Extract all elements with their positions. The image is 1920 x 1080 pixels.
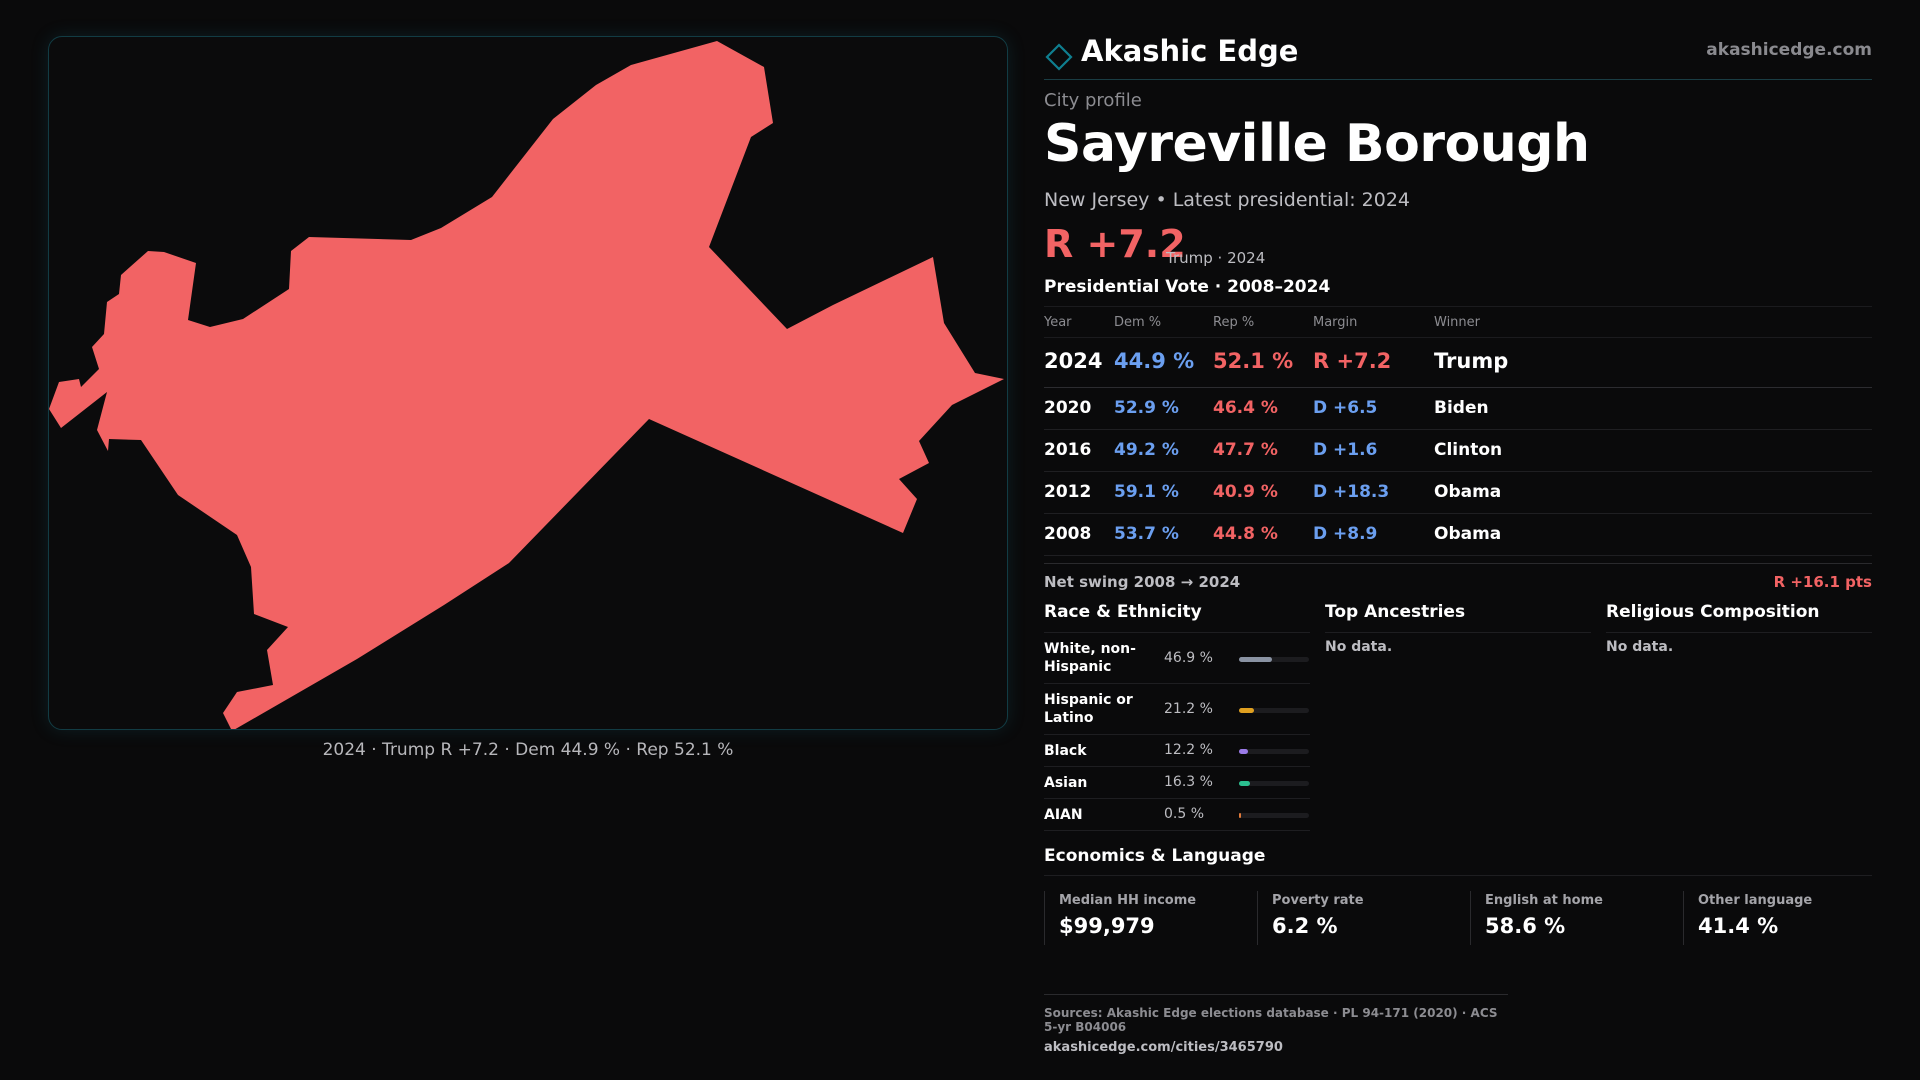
race-pct: 12.2 % [1164, 742, 1213, 758]
vote-winner: Obama [1434, 482, 1502, 502]
econ-value: 6.2 % [1272, 914, 1338, 938]
vote-winner: Clinton [1434, 440, 1503, 460]
race-row [1044, 684, 1310, 735]
col-dem: Dem % [1114, 315, 1162, 330]
sources-footer [1044, 994, 1508, 1055]
race-label: AIAN [1044, 807, 1083, 823]
vote-year: 2016 [1044, 440, 1092, 460]
race-bar-fill [1239, 708, 1254, 713]
vote-row-2020 [1044, 388, 1872, 430]
diamond-logo-icon [1044, 42, 1074, 72]
vote-margin: D +18.3 [1313, 482, 1390, 502]
vote-row-2012 [1044, 472, 1872, 514]
econ-value: 41.4 % [1698, 914, 1779, 938]
sources-text: Sources: Akashic Edge elections database · PL 94-171 (2020) · ACS 5-yr B04006 [1044, 1006, 1498, 1034]
race-pct: 21.2 % [1164, 700, 1213, 717]
vote-table-header [1044, 306, 1872, 338]
econ-value: 58.6 % [1485, 914, 1566, 938]
vote-margin: R +7.2 [1313, 349, 1392, 373]
city-boundary-shape[interactable] [49, 41, 1004, 730]
religion-section-title: Religious Composition [1606, 600, 1872, 633]
race-label: White, non-Hispanic [1044, 641, 1136, 675]
map-panel[interactable] [48, 36, 1008, 730]
econ-value: $99,979 [1059, 914, 1155, 938]
race-label: Black [1044, 743, 1087, 759]
net-swing-row [1044, 563, 1872, 599]
vote-margin: D +1.6 [1313, 440, 1378, 460]
race-pct: 16.3 % [1164, 774, 1213, 790]
econ-english-at-home [1470, 891, 1666, 945]
vote-dem-pct: 52.9 % [1114, 398, 1179, 418]
race-bar-fill [1239, 813, 1241, 818]
brand-header [1044, 34, 1872, 80]
map-caption: 2024 · Trump R +7.2 · Dem 44.9 % · Rep 52.1 % [322, 740, 734, 760]
race-pct: 0.5 % [1164, 806, 1205, 822]
econ-median-income [1044, 891, 1240, 945]
race-bar-track [1239, 749, 1309, 754]
vote-year: 2024 [1044, 349, 1103, 373]
page-kicker: City profile [1044, 90, 1142, 111]
race-ethnicity-section [1044, 600, 1310, 831]
race-label: Asian [1044, 775, 1088, 791]
econ-label: Poverty rate [1272, 893, 1364, 908]
race-bar-track [1239, 781, 1309, 786]
vote-winner: Biden [1434, 398, 1489, 418]
race-row [1044, 767, 1310, 799]
sources-link[interactable]: akashicedge.com/cities/3465790 [1044, 1040, 1283, 1055]
page-title: Sayreville Borough [1044, 114, 1590, 174]
vote-rep-pct: 46.4 % [1213, 398, 1278, 418]
vote-dem-pct: 59.1 % [1114, 482, 1179, 502]
vote-rep-pct: 47.7 % [1213, 440, 1278, 460]
race-bar-track [1239, 708, 1309, 713]
vote-winner: Obama [1434, 524, 1502, 544]
econ-label: English at home [1485, 893, 1603, 908]
econ-label: Median HH income [1059, 893, 1197, 908]
race-bar-fill [1239, 781, 1250, 786]
page-subtitle: New Jersey • Latest presidential: 2024 [1044, 189, 1411, 211]
vote-rep-pct: 40.9 % [1213, 482, 1278, 502]
vote-year: 2012 [1044, 482, 1092, 502]
vote-dem-pct: 53.7 % [1114, 524, 1179, 544]
ancestries-section-title: Top Ancestries [1325, 600, 1591, 633]
vote-dem-pct: 49.2 % [1114, 440, 1179, 460]
race-row [1044, 633, 1310, 684]
col-rep: Rep % [1213, 315, 1255, 330]
religion-section [1606, 600, 1872, 655]
headline-margin: R +7.2 [1044, 222, 1186, 266]
brand-name: Akashic Edge [1081, 34, 1299, 68]
econ-poverty-rate [1257, 891, 1453, 945]
col-margin: Margin [1313, 315, 1358, 330]
city-profile-panel [1044, 0, 1872, 1080]
vote-year: 2008 [1044, 524, 1092, 544]
religion-empty: No data. [1606, 639, 1674, 655]
net-swing-value: R +16.1 pts [1773, 573, 1872, 591]
headline-note: Trump · 2024 [1166, 249, 1266, 267]
city-boundary-map [49, 37, 1008, 730]
race-bar-track [1239, 813, 1309, 818]
vote-margin: D +8.9 [1313, 524, 1378, 544]
race-row [1044, 799, 1310, 831]
vote-margin: D +6.5 [1313, 398, 1378, 418]
race-pct: 46.9 % [1164, 649, 1213, 666]
vote-rep-pct: 52.1 % [1213, 349, 1294, 373]
vote-rep-pct: 44.8 % [1213, 524, 1278, 544]
ancestries-empty: No data. [1325, 639, 1393, 655]
econ-label: Other language [1698, 893, 1813, 908]
race-bar-track [1239, 657, 1309, 662]
vote-section-title: Presidential Vote · 2008–2024 [1044, 277, 1331, 297]
vote-row-2024 [1044, 338, 1872, 388]
vote-row-2016 [1044, 430, 1872, 472]
ancestries-section [1325, 600, 1591, 655]
race-section-title: Race & Ethnicity [1044, 600, 1310, 633]
race-row [1044, 735, 1310, 767]
vote-year: 2020 [1044, 398, 1092, 418]
vote-row-2008 [1044, 514, 1872, 556]
race-bar-fill [1239, 749, 1248, 754]
vote-winner: Trump [1434, 349, 1509, 373]
col-winner: Winner [1434, 315, 1481, 330]
col-year: Year [1044, 315, 1072, 330]
brand-link[interactable]: akashicedge.com [1706, 40, 1872, 60]
race-bar-fill [1239, 657, 1272, 662]
vote-dem-pct: 44.9 % [1114, 349, 1195, 373]
race-label: Hispanic or Latino [1044, 692, 1133, 726]
economics-header [1044, 842, 1872, 876]
econ-other-language [1683, 891, 1879, 945]
economics-grid [1044, 891, 1872, 945]
economics-section-title: Economics & Language [1044, 846, 1266, 866]
vote-table [1044, 306, 1872, 556]
net-swing-label: Net swing 2008 → 2024 [1044, 573, 1241, 591]
